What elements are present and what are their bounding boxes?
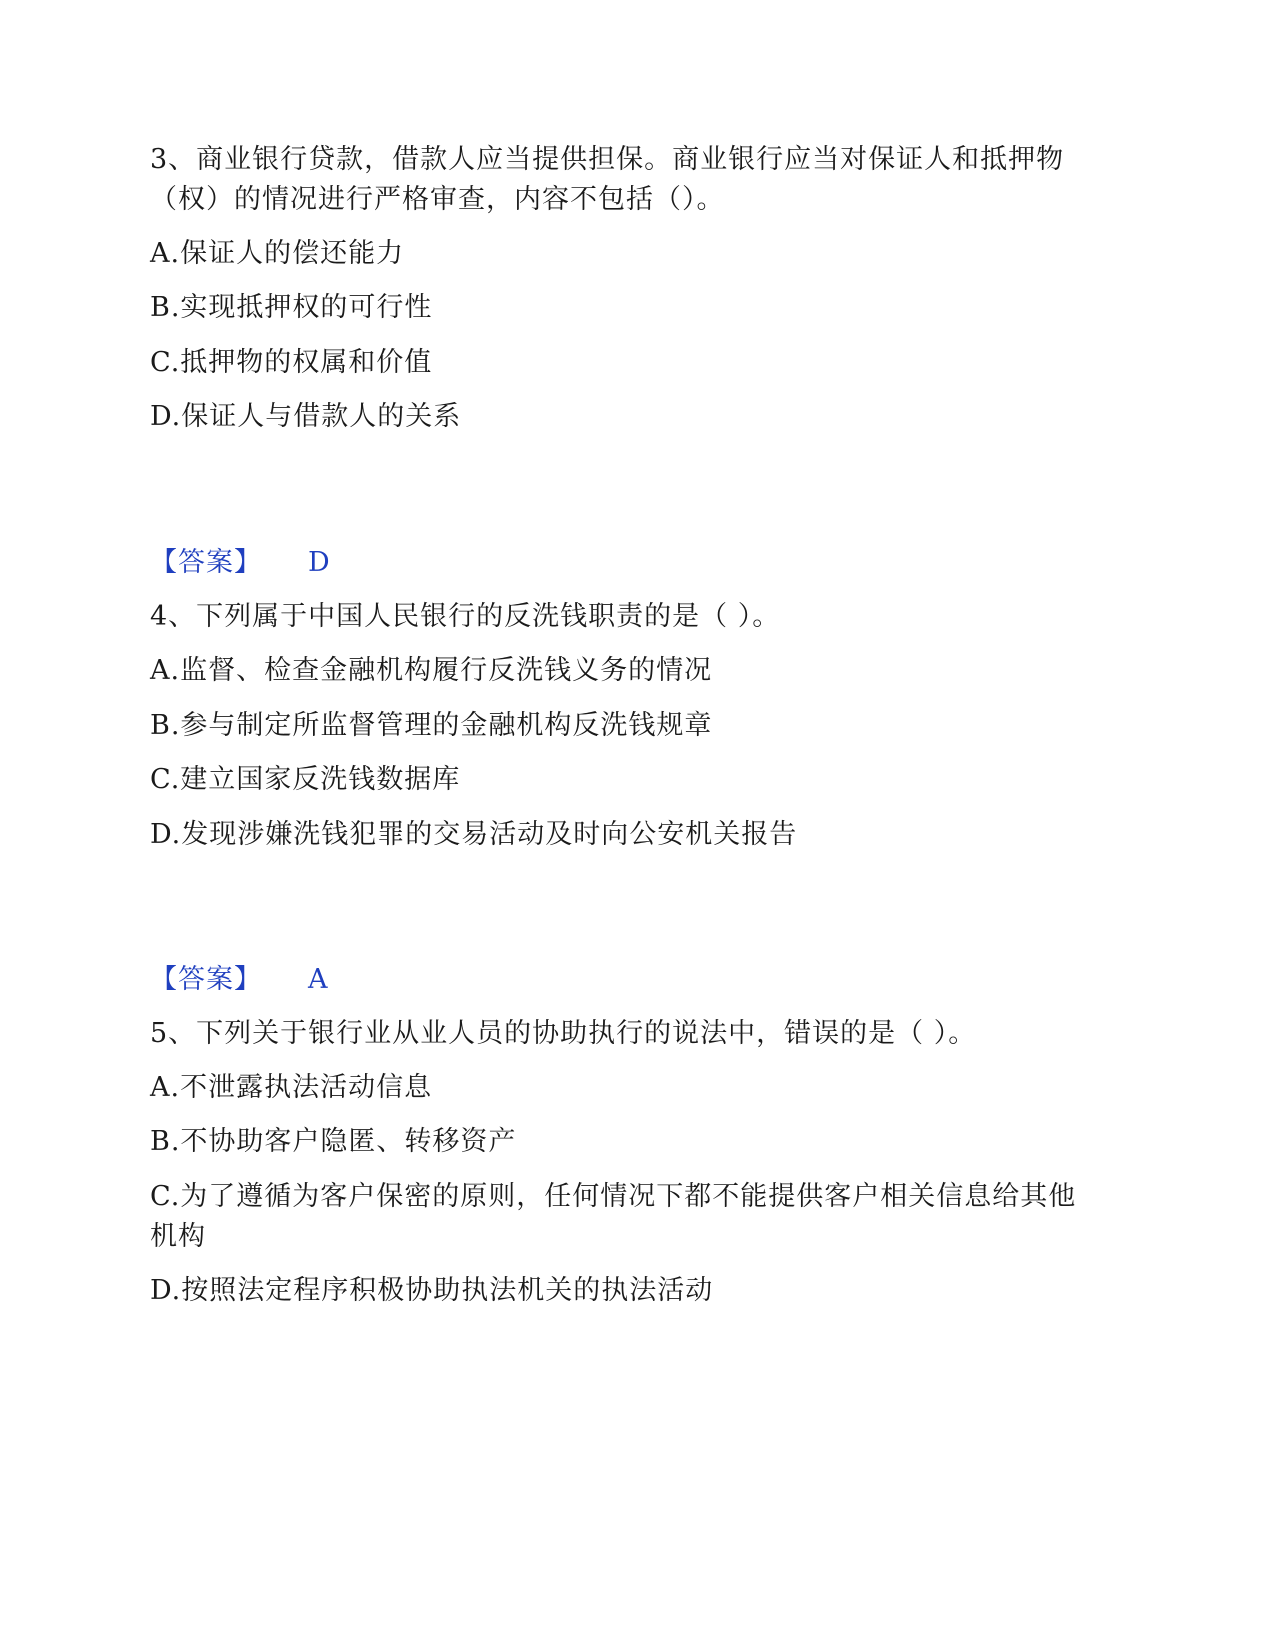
question-4-stem: 4、下列属于中国人民银行的反洗钱职责的是（ ）。 bbox=[150, 601, 781, 632]
answer-value: A bbox=[308, 964, 329, 995]
answer-label: 【答案】 bbox=[150, 547, 262, 578]
question-4-option-c: C.建立国家反洗钱数据库 bbox=[150, 764, 461, 795]
question-3-stem-line-1: 3、商业银行贷款，借款人应当提供担保。商业银行应当对保证人和抵押物 bbox=[150, 144, 1065, 175]
question-4-option-a: A.监督、检查金融机构履行反洗钱义务的情况 bbox=[150, 655, 713, 686]
question-4-answer bbox=[150, 960, 1130, 1000]
question-3-answer bbox=[150, 543, 1130, 583]
question-4-option-b: B.参与制定所监督管理的金融机构反洗钱规章 bbox=[150, 710, 713, 741]
question-3-option-b: B.实现抵押权的可行性 bbox=[150, 292, 433, 323]
question-5-stem: 5、下列关于银行业从业人员的协助执行的说法中，错误的是（ ）。 bbox=[150, 1018, 977, 1049]
question-5-option-a: A.不泄露执法活动信息 bbox=[150, 1072, 433, 1103]
question-5-option-c-line-2: 机构 bbox=[150, 1221, 206, 1252]
answer-label: 【答案】 bbox=[150, 964, 262, 995]
answer-value: D bbox=[308, 547, 331, 578]
question-3-stem-line-2: （权）的情况进行严格审查，内容不包括（）。 bbox=[150, 184, 725, 215]
question-5-option-d: D.按照法定程序积极协助执法机关的执法活动 bbox=[150, 1275, 714, 1306]
question-3-option-a: A.保证人的偿还能力 bbox=[150, 238, 405, 269]
question-5-option-c: C.为了遵循为客户保密的原则，任何情况下都不能提供客户相关信息给其他 bbox=[150, 1181, 1077, 1212]
question-3-option-d: D.保证人与借款人的关系 bbox=[150, 401, 462, 432]
question-3-option-c: C.抵押物的权属和价值 bbox=[150, 347, 433, 378]
question-5-option-b: B.不协助客户隐匿、转移资产 bbox=[150, 1126, 517, 1157]
question-4-option-d: D.发现涉嫌洗钱犯罪的交易活动及时向公安机关报告 bbox=[150, 819, 798, 850]
